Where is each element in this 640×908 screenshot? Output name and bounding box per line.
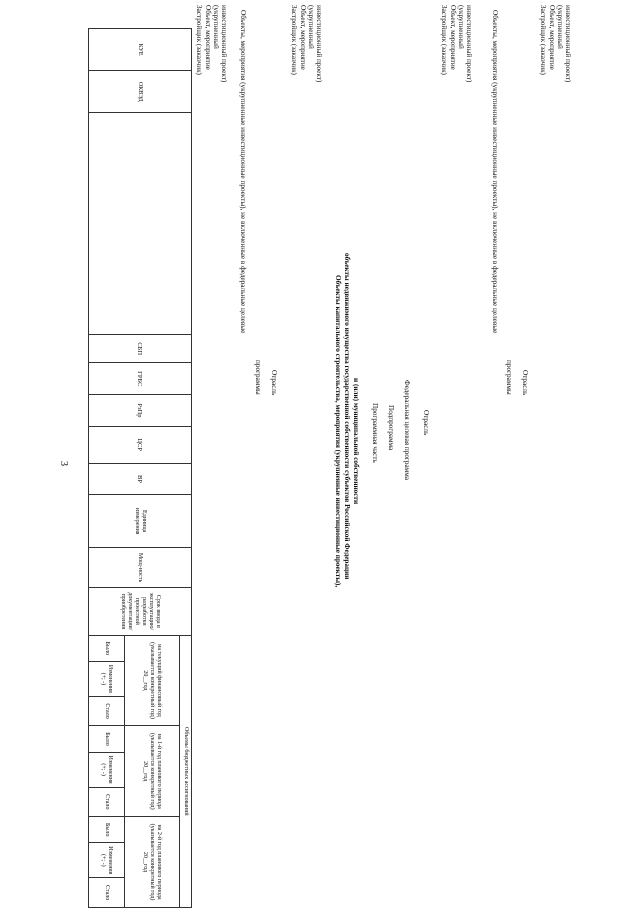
- list-item: (укрупненный: [307, 5, 315, 49]
- list-item: и (или) муниципальной собственности: [352, 378, 360, 505]
- list-item: Застройщик (заказчик): [290, 5, 298, 75]
- col-blank: [89, 113, 192, 335]
- list-item: инвестиционный проект): [315, 5, 323, 83]
- list-item: Подпрограмма: [387, 405, 395, 451]
- was-2: Было: [89, 726, 125, 752]
- col-okved: ОКВЭД: [89, 71, 192, 113]
- list-item: Отрасль: [422, 410, 430, 436]
- col-sbp: СБП: [89, 334, 192, 362]
- was-3: Было: [89, 817, 125, 843]
- list-item: Застройщик (заказчик): [539, 5, 547, 75]
- col-capacity: Мощ-ность: [89, 548, 192, 588]
- col-kue: КУЕ: [89, 29, 192, 71]
- list-item: Отрасль: [521, 370, 529, 396]
- col-rzpr: РзПр: [89, 395, 192, 427]
- period-plan1: на 1-й год планового периода (указывается конкретный год) 20__год: [125, 726, 180, 817]
- list-item: Объекты капитального строительства, мероприятия (укрупненные инвестиционные проекты),: [334, 275, 342, 588]
- list-item: Объект, мероприятие: [548, 5, 556, 70]
- list-item: инвестиционный проект): [564, 5, 572, 83]
- list-item: (укрупненный: [457, 5, 465, 49]
- list-item: объекты недвижимого имущества государственной собственности субъектов Российской Федерации: [343, 253, 351, 580]
- list-item: Программная часть: [371, 403, 379, 463]
- page-number: 3: [58, 461, 69, 466]
- list-item: программы: [505, 360, 513, 395]
- change-3: Изменения (+; -): [89, 843, 125, 878]
- list-item: Отрасль: [270, 370, 278, 396]
- list-item: Застройщик (заказчик): [440, 5, 448, 75]
- col-csr: ЦСР: [89, 426, 192, 463]
- list-item: программы: [254, 360, 262, 395]
- became-1: Стало: [89, 696, 125, 726]
- list-item: Объект, мероприятие: [299, 5, 307, 70]
- header-table: [88, 28, 192, 908]
- col-unit: Единица измерения: [89, 495, 192, 548]
- list-item: (укрупненный: [556, 5, 564, 49]
- period-plan2: на 2-й год планового периода (указывается конкретный год) 20__год: [125, 817, 180, 908]
- became-2: Стало: [89, 787, 125, 817]
- list-item: Объекты, мероприятия (укрупненные инвестиционные проекты), не включенные в федеральные целевые: [239, 10, 247, 334]
- budget-header: Объемы бюджетных ассигнований: [180, 635, 192, 907]
- col-term: Срок ввода в эксплуатацию/ разработки проектной документации/ приобретения: [89, 588, 192, 635]
- col-grbs: ГРБС: [89, 363, 192, 395]
- col-vr: ВР: [89, 463, 192, 495]
- list-item: Объекты, мероприятия (укрупненные инвестиционные проекты), не включенные в федеральные целевые: [491, 10, 499, 334]
- list-item: (укрупненный: [212, 5, 220, 49]
- change-2: Изменения (+; -): [89, 752, 125, 787]
- period-current: на текущий финансовый год (указывается конкретный год) 20__год: [125, 635, 180, 726]
- list-item: Объект, мероприятие: [449, 5, 457, 70]
- list-item: Федеральная целевая программа: [403, 380, 411, 480]
- became-3: Стало: [89, 878, 125, 908]
- change-1: Изменения (+; -): [89, 661, 125, 696]
- list-item: Объект, мероприятие: [204, 5, 212, 70]
- list-item: инвестиционный проект): [220, 5, 228, 83]
- was-1: Было: [89, 635, 125, 661]
- list-item: инвестиционный проект): [465, 5, 473, 83]
- list-item: Застройщик (заказчик): [195, 5, 203, 75]
